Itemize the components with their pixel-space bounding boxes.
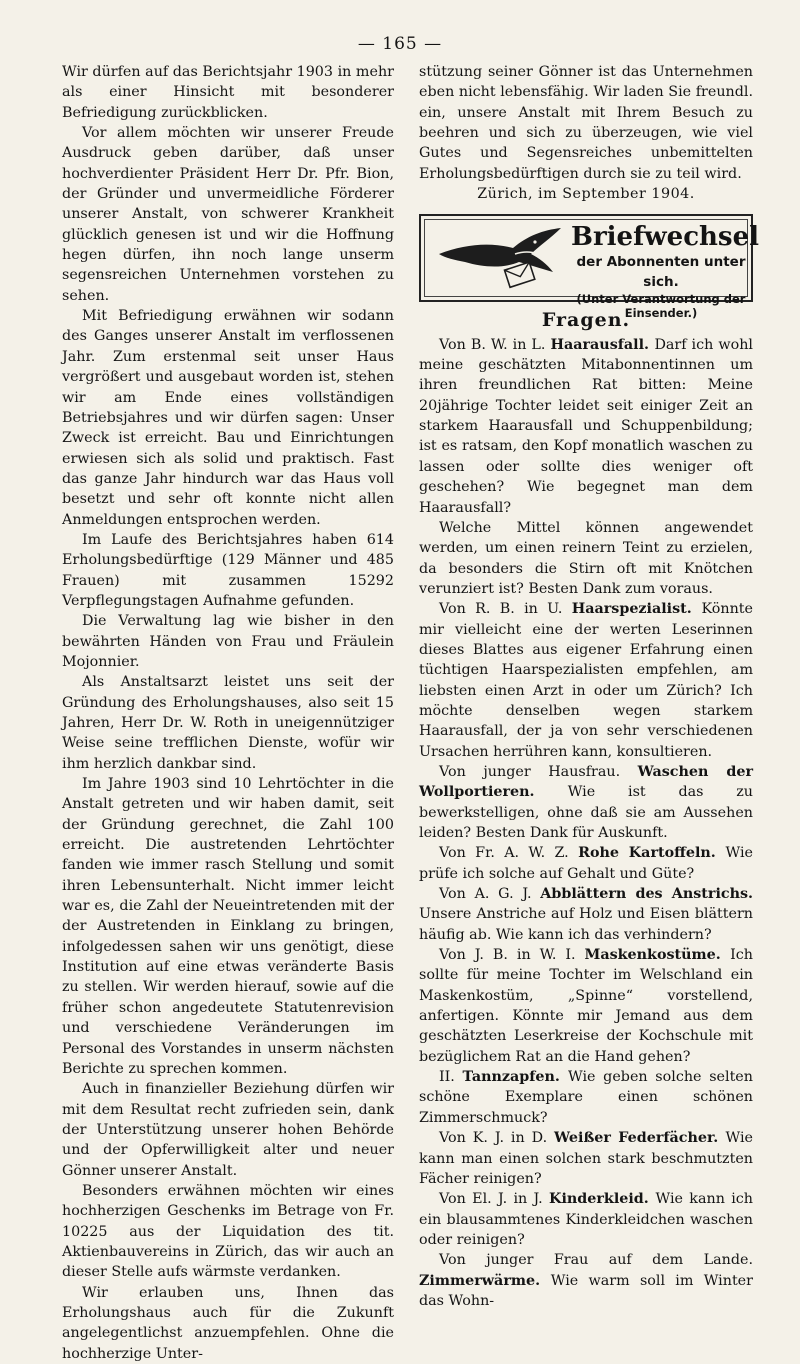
question-text: Wie geben solche selten schöne Exemplare einen schönen Zimmerschmuck?: [419, 1069, 753, 1126]
question-text: Darf ich wohl meine geschätzten Mitabonnentinnen um ihren freundlichen Rat bitten: Meine 20jährige Tochter leidet seit einiger Zeit an starkem Haarausfall und Schuppenbildung; ist es ratsam, den Kopf monatlich waschen zu lassen oder sollte dies weniger oft geschehen? Wie begegnet man dem Haarausfall?: [419, 336, 753, 516]
question-text: Wie kann man einen solchen stark beschmutzten Fächer reinigen?: [419, 1130, 753, 1187]
question-text: Ich sollte für meine Tochter im Welschland ein Maskenkostüm, „Spinne“ vorstellend, anfertigen. Könnte mir Jemand aus dem geschätzten Leserkreise der Kochschule mit bezüglichem Rat an die Hand gehen?: [419, 947, 754, 1065]
question-text: Wie prüfe ich solche auf Gehalt und Güte?: [419, 845, 754, 882]
question-item: [419, 599, 753, 762]
question-item: [419, 1067, 753, 1128]
question-author: Von J. B. in W. I.: [439, 947, 585, 964]
question-item: [419, 1250, 753, 1311]
question-item: [419, 518, 753, 599]
dateline: Zürich, im September 1904.: [477, 186, 695, 203]
question-item: [419, 945, 753, 1067]
question-item: [419, 884, 753, 945]
paragraph: Wir erlauben uns, Ihnen das Erholungshaus auch für die Zukunft angelegentlichst anzuempfehlen. Ohne die hochherzige Unter-: [62, 1284, 394, 1362]
paragraph: Vor allem möchten wir unserer Freude Ausdruck geben darüber, daß unser hochverdienter Präsident Herr Dr. Pfr. Bion, der Gründer und unvermeidliche Förderer unserer Anstalt, von schwerer Krankheit glücklich genesen ist und wir die Hoffnung hegen dürfen, ihn noch lange unserm segensreichen Unternehmen vorstehen zu sehen.: [62, 125, 394, 304]
question-author: Von K. J. in D.: [439, 1130, 555, 1147]
question-topic: Kinderkleid.: [549, 1191, 656, 1208]
paragraph: stützung seiner Gönner ist das Unternehmen eben nicht lebensfähig. Wir laden Sie freundl. ein, unsere Anstalt mit Ihrem Besuch zu beehren und sich zu überzeugen, wie viel Gutes und Segensreiches unbemittelten Erholungsbedürftigen durch sie zu teil wird.: [419, 64, 753, 182]
question-author: Von R. B. in U.: [439, 601, 572, 618]
paragraph: Die Verwaltung lag wie bisher in den bewährten Händen von Frau und Fräulein Mojonnier.: [62, 613, 394, 670]
question-topic: Haarausfall.: [550, 336, 655, 353]
question-topic: Tannzapfen.: [462, 1069, 568, 1086]
paragraph: Im Jahre 1903 sind 10 Lehrtöchter in die Anstalt getreten und wir haben damit, seit der Gründung gerechnet, die Zahl 100 erreicht. Die austretenden Lehrtöchter fanden wie immer rasch Stellung und somit ihren Lebensunterhalt. Nicht immer leicht war es, die Zahl der Neueintretenden mit der der Austretenden in Einklang zu bringen, infolgedessen sahen wir uns genötigt, diese Institution auf eine etwas veränderte Basis zu stellen. Wir werden hierauf, sowie auf die früher schon angedeutete Statutenrevision und verschiedene Veränderungen im Personal des Vorstandes in unserm nächsten Berichte zu sprechen kommen.: [62, 776, 394, 1077]
paragraph: Mit Befriedigung erwähnen wir sodann des Ganges unserer Anstalt im verflossenen Jahr. Zum erstenmal seit unser Haus vergrößert und ausgebaut worden ist, stehen wir am Ende eines vollständigen Betriebsjahres und wir dürfen sagen: Unser Zweck ist erreicht. Bau und Einrichtungen erwiesen sich als solid und praktisch. Fast das ganze Jahr hindurch war das Haus voll besetzt und sehr oft konnte nicht allen Anmeldungen entsprochen werden.: [62, 308, 394, 528]
paragraph: Im Laufe des Berichtsjahres haben 614 Erholungsbedürftige (129 Männer und 485 Frauen) mit zusammen 15292 Verpflegungstagen Aufnahme gefunden.: [62, 531, 394, 609]
question-text: Welche Mittel können angewendet werden, um einen reinern Teint zu erzielen, da besonders die Stirn oft mit Knötchen verunziert ist? Besten Dank zum voraus.: [419, 519, 753, 597]
question-topic: Haarspezialist.: [571, 601, 702, 618]
paragraph: Wir dürfen auf das Berichtsjahr 1903 in mehr als einer Hinsicht mit besonderer Befriedigung zurückblicken.: [62, 64, 394, 121]
question-text: Wie kann ich ein blausammtenes Kinderkleidchen waschen oder reinigen?: [419, 1191, 753, 1248]
banner-subtitle: der Abonnenten unter sich.: [576, 254, 746, 291]
question-text: Könnte mir vielleicht eine der werten Leserinnen dieses Blattes aus eigener Erfahrung einen tüchtigen Haarspezialisten empfehlen, am liebsten einen Arzt in oder um Zürich? Ich möchte denselben wegen starkem Haarausfall, der ja von sehr verschiedenen Ursachen herrühren kann, konsultieren.: [419, 601, 753, 760]
left-column: [62, 62, 394, 1364]
question-item: [419, 335, 753, 518]
question-text: Wie ist das zu bewerkstelligen, ohne daß sie am Aussehen leiden? Besten Dank für Auskunft.: [419, 784, 753, 841]
paragraph: Auch in finanzieller Beziehung dürfen wir mit dem Resultat recht zufrieden sein, dank der Unterstützung unserer hohen Behörde und der Opferwilligkeit alter und neuer Gönner unserer Anstalt.: [62, 1081, 394, 1179]
question-topic: Weißer Federfächer.: [554, 1130, 726, 1147]
bird-with-letter-icon: [435, 224, 565, 292]
paragraph: Besonders erwähnen möchten wir eines hochherzigen Geschenks im Betrage von Fr. 10225 aus der Liquidation des tit. Aktienbauvereins in Zürich, das wir auch an dieser Stelle aufs wärmste verdanken.: [62, 1182, 394, 1281]
banner-title: Briefwechsel: [571, 222, 759, 253]
page-number: — 165 —: [357, 34, 443, 54]
question-topic: Abblättern des Anstrichs.: [540, 886, 754, 903]
question-topic: Maskenkostüme.: [584, 947, 731, 964]
question-author: Von junger Hausfrau.: [439, 763, 638, 780]
question-text: Unsere Anstriche auf Holz und Eisen blättern häufig ab. Wie kann ich das verhindern?: [419, 906, 753, 943]
section-title: Fragen.: [541, 309, 631, 332]
right-column: [419, 62, 759, 1311]
question-text: Wie warm soll im Winter das Wohn-: [419, 1272, 753, 1309]
question-author: Von junger Frau auf dem Lande.: [439, 1252, 753, 1269]
question-item: [419, 843, 753, 884]
question-topic: Zimmerwärme.: [419, 1272, 551, 1289]
question-author: II.: [439, 1069, 463, 1086]
question-item: [419, 1128, 753, 1189]
question-author: Von A. G. J.: [439, 886, 541, 903]
question-item: [419, 762, 753, 843]
banner-note: (Unter Verantwortung der Einsender.): [576, 292, 746, 321]
question-topic: Rohe Kartoffeln.: [578, 845, 726, 862]
question-author: Von El. J. in J.: [439, 1191, 550, 1208]
question-item: [419, 1189, 753, 1250]
question-topic: Waschen der Wollportieren.: [419, 763, 753, 801]
paragraph: Als Anstaltsarzt leistet uns seit der Gründung des Erholungshauses, also seit 15 Jahren, Herr Dr. W. Roth in uneigennütziger Weise seine trefflichen Dienste, wofür wir ihm herzlich dankbar sind.: [62, 674, 394, 772]
question-author: Von B. W. in L.: [439, 336, 551, 353]
question-author: Von Fr. A. W. Z.: [439, 845, 579, 862]
